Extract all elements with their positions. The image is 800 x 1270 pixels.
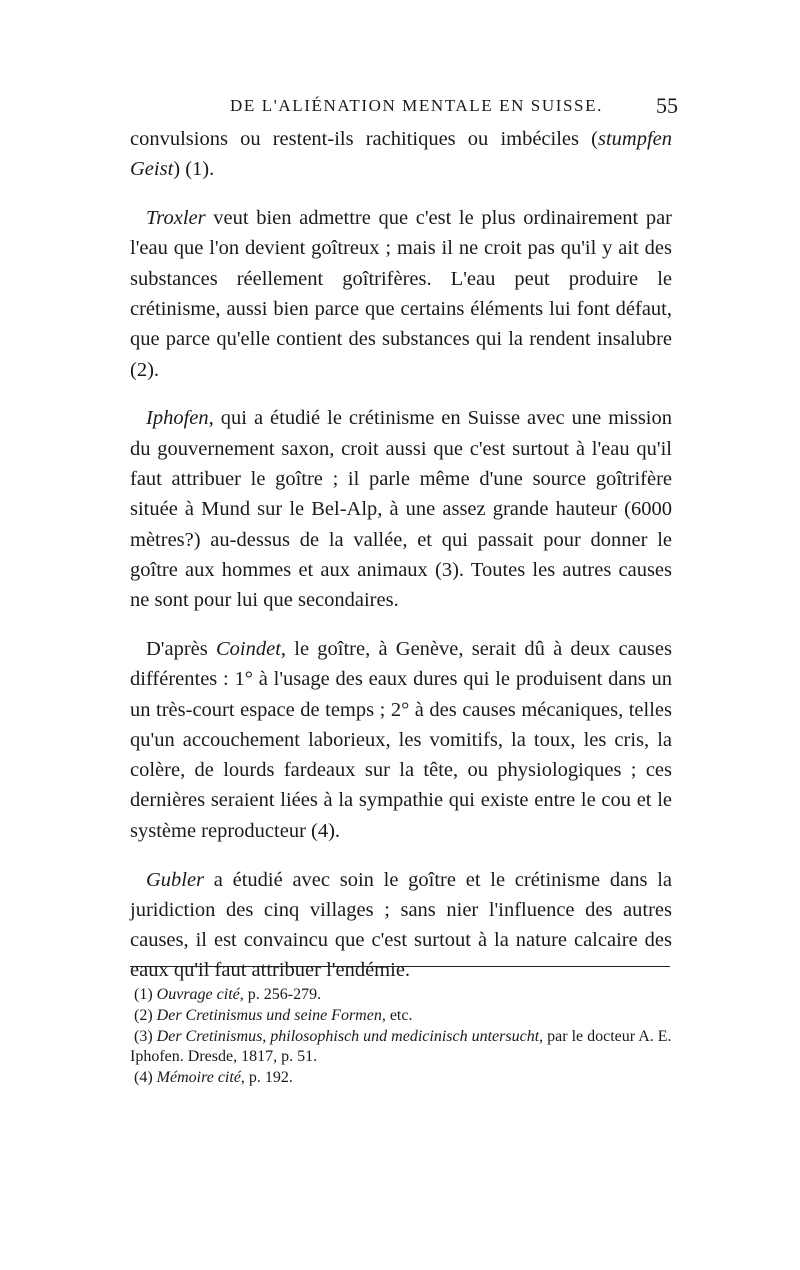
paragraph-1-italic: stumpfen Geist bbox=[130, 128, 672, 181]
paragraph-2-text: veut bien admettre que c'est le plus ordinairement par l'eau que l'on devient goîtreux ; mais il ne croit pas qu'il y ait des substances réellement goîtrifères. L'eau peut produire le crétinisme, aussi bien parce que certains éléments lui font défaut, que parce qu'elle contient des substances qui la rendent insalubre (2). bbox=[130, 207, 672, 381]
paragraph-1 bbox=[130, 124, 672, 185]
footnote-4-text: , p. 192. bbox=[240, 1069, 293, 1087]
paragraph-2 bbox=[130, 203, 672, 385]
paragraph-5 bbox=[130, 865, 672, 986]
paragraph-5-text: a étudié avec soin le goître et le crétinisme dans la juridiction des cinq villages ; sans nier l'influence des autres causes, il est convaincu que c'est surtout à la nature calcaire des eaux qu'il faut attribuer l'endémie. bbox=[130, 868, 672, 982]
footnotes bbox=[130, 985, 672, 1089]
footnote-1-italic: Ouvrage cité bbox=[156, 986, 240, 1003]
paragraph-3-name: Iphofen bbox=[146, 407, 209, 430]
running-head bbox=[130, 93, 678, 120]
footnote-2-number: (2) bbox=[134, 1006, 153, 1024]
paragraph-4-name: Coindet bbox=[215, 637, 281, 660]
paragraph-4-text-a: D'après bbox=[146, 637, 216, 660]
footnote-3-italic: Der Cretinismus, philosophisch und medicinisch untersucht bbox=[156, 1027, 540, 1045]
footnote-3 bbox=[130, 1027, 672, 1069]
footnote-2-italic: Der Cretinismus und seine Formen bbox=[156, 1006, 382, 1024]
running-title: DE L'ALIÉNATION MENTALE EN SUISSE. bbox=[230, 96, 603, 115]
footnote-2-text: , etc. bbox=[381, 1006, 413, 1024]
paragraph-2-name: Troxler bbox=[146, 207, 206, 230]
paragraph-4-text-b: , le goître, à Genève, serait dû à deux causes différentes : 1° à l'usage des eaux dures qui le produisent dans un un très-court espace de temps ; 2° à des causes mécaniques, telles qu'un accouchement laborieux, les vomitifs, la toux, les cris, la colère, de lourds fardeaux sur la tête, ou physiologiques ; ces dernières seraient liées à la sympathie qui existe entre le cou et le système reproducteur (4). bbox=[130, 637, 672, 842]
footnote-4-number: (4) bbox=[134, 1069, 153, 1087]
page-number: 55 bbox=[656, 93, 678, 118]
footnote-2 bbox=[130, 1006, 672, 1027]
footnote-3-text: , par le docteur A. E. Iphofen. Dresde, 1817, p. 51. bbox=[130, 1027, 672, 1066]
paragraph-3-text: , qui a étudié le crétinisme en Suisse avec une mission du gouvernement saxon, croit aussi que c'est surtout à l'eau qu'il faut attribuer le goître ; il parle même d'une source goîtrifère située à Mund sur le Bel-Alp, à une assez grande hauteur (6000 mètres?) au-dessus de la vallée, et qui passait pour donner le goître aux hommes et aux animaux (3). Toutes les autres causes ne sont pour lui que secondaires. bbox=[130, 407, 672, 612]
footnote-4-italic: Mémoire cité bbox=[156, 1069, 241, 1087]
footnote-4 bbox=[130, 1068, 672, 1089]
footnote-1-text: , p. 256-279. bbox=[239, 986, 322, 1003]
paragraph-1-text-a: convulsions ou restent-ils rachitiques ou imbéciles ( bbox=[130, 128, 598, 150]
paragraph-4 bbox=[130, 634, 672, 846]
footnote-1 bbox=[130, 985, 672, 1006]
paragraph-3 bbox=[130, 403, 672, 615]
paragraph-5-name: Gubler bbox=[146, 868, 205, 891]
footnote-1-number: (1) bbox=[134, 986, 153, 1003]
paragraph-1-text-b: ) (1). bbox=[173, 158, 215, 181]
footnote-3-number: (3) bbox=[134, 1027, 153, 1045]
footnote-rule bbox=[130, 966, 670, 967]
body-text bbox=[130, 124, 672, 1004]
